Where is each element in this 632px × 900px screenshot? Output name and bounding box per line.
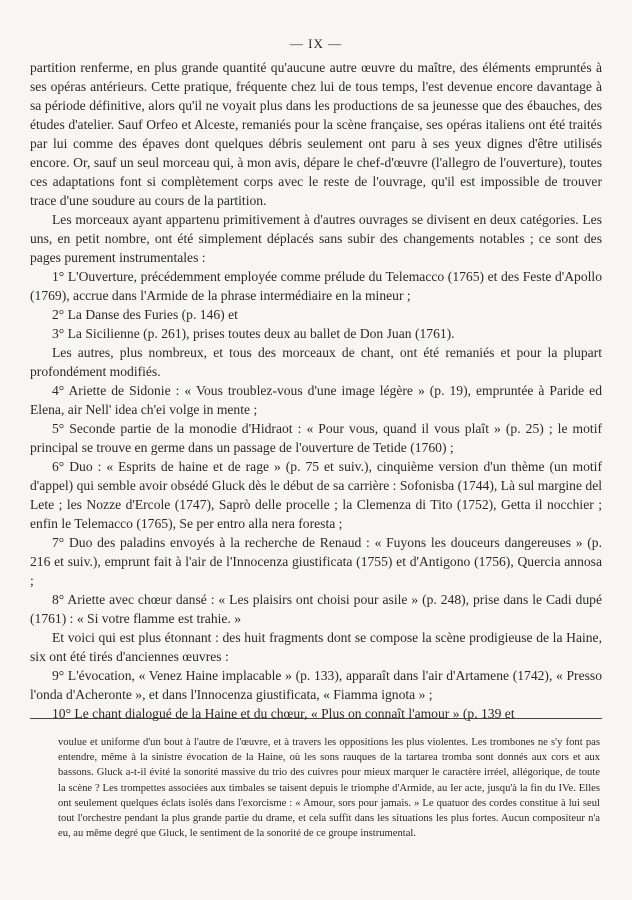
paragraph: partition renferme, en plus grande quantité qu'aucune autre œuvre du maître, des éléments empruntés à ses opéras antérieurs. Cette pratique, fréquente chez lui de tous temps, l'est devenue encore davantage à sa période définitive, alors qu'il ne voyait plus dans les productions de sa jeunesse que des ébauches, des études d'atelier. Sauf Orfeo et Alceste, remaniés pour la scène française, ses opéras italiens ont été traités par lui comme des épaves dont quelques débris seulement ont paru à ses yeux dignes d'être utilisés encore. Or, sauf un seul morceau qui, à mon avis, dépare le chef-d'œuvre (l'allegro de l'ouverture), toutes ces adaptations font si complètement corps avec le reste de l'ouvrage, qu'il est impossible de trouver trace d'une soudure au cours de la partition. xyxy=(30,60,602,208)
paragraph: 7° Duo des paladins envoyés à la recherche de Renaud : « Fuyons les douceurs dangereuses » (p. 216 et suiv.), emprunt fait à l'air de l'Innocenza giustificata (1755) et d'Antigono (1756), Quercia annosa ; xyxy=(30,535,602,588)
paragraph: Les autres, plus nombreux, et tous des morceaux de chant, ont été remaniés et pour la plupart profondément modifiés. xyxy=(30,345,602,379)
paragraph: 5° Seconde partie de la monodie d'Hidraot : « Pour vous, quand il vous plaît » (p. 25) ; le motif principal se trouve en germe dans un passage de l'ouverture de Tetide (1760) ; xyxy=(30,421,602,455)
main-text xyxy=(30,58,602,723)
paragraph: 3° La Sicilienne (p. 261), prises toutes deux au ballet de Don Juan (1761). xyxy=(52,326,455,341)
paragraph: Et voici qui est plus étonnant : des huit fragments dont se compose la scène prodigieuse de la Haine, six ont été tirés d'anciennes œuvres : xyxy=(30,630,602,664)
paragraph: 4° Ariette de Sidonie : « Vous troublez-vous d'une image légère » (p. 19), empruntée à Paride ed Elena, air Nell' idea ch'ei volge in mente ; xyxy=(30,383,602,417)
paragraph: 10° Le chant dialogué de la Haine et du chœur, « Plus on connaît l'amour » (p. 139 et xyxy=(52,706,515,721)
paragraph: Les morceaux ayant appartenu primitivement à d'autres ouvrages se divisent en deux catégories. Les uns, en petit nombre, ont été simplement déplacés sans subir des changements notables ; ce sont des pages purement instrumentales : xyxy=(30,212,602,265)
paragraph: 9° L'évocation, « Venez Haine implacable » (p. 133), apparaît dans l'air d'Artamene (1742), « Presso l'onda d'Acheronte », et dans l'Innocenza giustificata, « Fiamma ignota » ; xyxy=(30,668,602,702)
footnote-divider xyxy=(30,718,602,719)
paragraph: 1° L'Ouverture, précédemment employée comme prélude du Telemacco (1765) et des Feste d'Apollo (1769), accrue dans l'Armide de la phrase intermédiaire en la mineur ; xyxy=(30,269,602,303)
paragraph: 2° La Danse des Furies (p. 146) et xyxy=(52,307,238,322)
paragraph: 8° Ariette avec chœur dansé : « Les plaisirs ont choisi pour asile » (p. 248), prise dans le Cadi dupé (1761) : « Si votre flamme est trahie. » xyxy=(30,592,602,626)
footnote-text: voulue et uniforme d'un bout à l'autre de l'œuvre, et à travers les oppositions les plus violentes. Les trombones ne s'y font pas entendre, même à la sinistre évocation de la Haine, où les sons rauques de la tartarea tromba sont donnés aux cors et aux bassons. Gluck a-t-il évité la sonorité massive du trio des cuivres pour mieux marquer le caractère irréel, allégorique, de toute la scène ? Les trompettes associées aux timbales se taisent depuis le triomphe d'Armide, au Ier acte, jusqu'à la fin du IVe. Elles ont seulement quelques éclats isolés dans l'exorcisme : « Amour, sors pour jamais. » Le quatuor des cordes constitue à lui seul tout l'orchestre pendant la plus grande partie du drame, et cela suffit dans les situations les plus fortes. Aucun compositeur n'a eu, au même degré que Gluck, le sentiment de la sonorité de ce groupe instrumental. xyxy=(58,737,600,840)
footnote xyxy=(58,735,600,841)
page-number: — IX — xyxy=(289,36,343,51)
paragraph: 6° Duo : « Esprits de haine et de rage » (p. 75 et suiv.), cinquième version d'un thème (un motif d'appel) qui semble avoir obsédé Gluck dès le début de sa carrière : Sofonisba (1744), Là sul margine del Lete ; les Nozze d'Ercole (1747), Saprò delle procelle ; la Clemenza di Tito (1752), Getta il nocchier ; enfin le Telemacco (1765), Se per entro alla nera foresta ; xyxy=(30,459,602,531)
